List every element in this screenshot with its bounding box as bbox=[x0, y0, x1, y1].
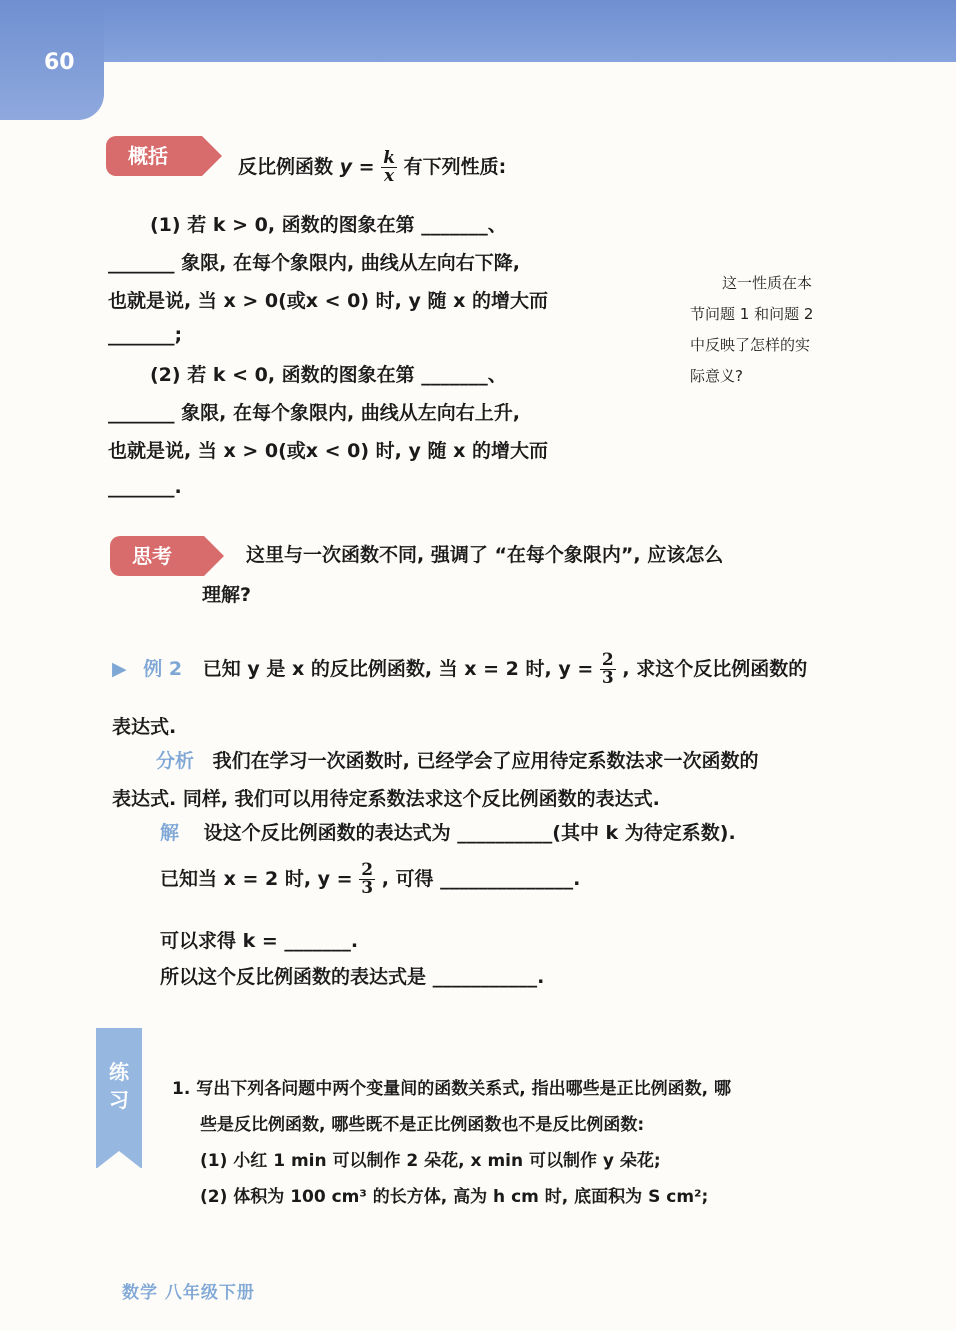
p1-line2: _______ 象限, 在每个象限内, 曲线从左向右下降, bbox=[108, 252, 520, 274]
practice-q1-line1: 1. 写出下列各问题中两个变量间的函数关系式, 指出哪些是正比例函数, 哪 bbox=[172, 1079, 731, 1099]
analysis-line2: 表达式. 同样, 我们可以用待定系数法求这个反比例函数的表达式. bbox=[112, 788, 660, 810]
p1-line4: _______; bbox=[108, 324, 183, 346]
side-note-line1: 这一性质在本 bbox=[722, 274, 813, 292]
solution-frac-num: 2 bbox=[361, 860, 374, 880]
practice-q1-item2: (2) 体积为 100 cm³ 的长方体, 高为 h cm 时, 底面积为 S cm²; bbox=[200, 1187, 709, 1207]
example-frac-num: 2 bbox=[601, 650, 614, 670]
intro-frac-den: x bbox=[384, 166, 395, 186]
practice-q1-item1: (1) 小红 1 min 可以制作 2 朵花, x min 可以制作 y 朵花; bbox=[200, 1151, 661, 1171]
solution-text2-prefix: 已知当 x = 2 时, y = bbox=[160, 868, 353, 890]
solution-line2 bbox=[160, 862, 580, 897]
p2-line3: 也就是说, 当 x > 0(或x < 0) 时, y 随 x 的增大而 bbox=[108, 440, 548, 462]
solution-line1 bbox=[160, 818, 736, 845]
example-title-line bbox=[112, 652, 807, 687]
analysis-label: 分析 bbox=[156, 750, 195, 772]
think-line2: 理解? bbox=[202, 584, 252, 606]
intro-prefix: 反比例函数 bbox=[238, 156, 334, 178]
solution-frac-den: 3 bbox=[361, 878, 374, 898]
p1-line1: (1) 若 k > 0, 函数的图象在第 _______、 bbox=[150, 214, 507, 236]
intro-y: y = bbox=[339, 156, 375, 178]
p2-line4: _______. bbox=[108, 476, 182, 498]
practice-q1-line2: 些是反比例函数, 哪些既不是正比例函数也不是反比例函数: bbox=[200, 1115, 645, 1135]
example-line2: 表达式. bbox=[112, 716, 177, 738]
solution-text2-suffix: , 可得 ______________. bbox=[381, 868, 581, 890]
example-text-suffix: , 求这个反比例函数的 bbox=[622, 658, 808, 680]
practice-label: 练习 bbox=[109, 1060, 129, 1112]
side-note-line2: 节问题 1 和问题 2 bbox=[690, 305, 814, 323]
p1-line3: 也就是说, 当 x > 0(或x < 0) 时, y 随 x 的增大而 bbox=[108, 290, 548, 312]
side-note-line3: 中反映了怎样的实 bbox=[690, 336, 811, 354]
example-marker-icon: ▶ bbox=[112, 658, 127, 680]
summary-tag: 概括 bbox=[106, 136, 202, 176]
intro-fraction bbox=[381, 150, 397, 185]
think-tag: 思考 bbox=[110, 536, 204, 576]
example-frac-den: 3 bbox=[601, 668, 614, 688]
solution-fraction bbox=[359, 862, 375, 897]
intro-frac-num: k bbox=[383, 148, 395, 168]
analysis-line1 bbox=[156, 746, 758, 773]
example-text-prefix: 已知 y 是 x 的反比例函数, 当 x = 2 时, y = bbox=[202, 658, 594, 680]
page-number: 60 bbox=[44, 50, 75, 75]
analysis-text1: 我们在学习一次函数时, 已经学会了应用待定系数法求一次函数的 bbox=[212, 750, 759, 772]
example-label: 例 2 bbox=[143, 658, 183, 680]
solution-line4: 所以这个反比例函数的表达式是 ___________. bbox=[160, 966, 545, 988]
summary-intro bbox=[238, 150, 506, 185]
solution-text1: 设这个反比例函数的表达式为 __________(其中 k 为待定系数). bbox=[203, 822, 736, 844]
intro-suffix: 有下列性质: bbox=[403, 156, 507, 178]
solution-label: 解 bbox=[160, 822, 180, 844]
p2-line1: (2) 若 k < 0, 函数的图象在第 _______、 bbox=[150, 364, 507, 386]
p2-line2: _______ 象限, 在每个象限内, 曲线从左向右上升, bbox=[108, 402, 520, 424]
example-fraction bbox=[600, 652, 616, 687]
side-note-line4: 际意义? bbox=[690, 367, 743, 385]
think-line1: 这里与一次函数不同, 强调了 “在每个象限内”, 应该怎么 bbox=[246, 544, 724, 566]
side-note bbox=[690, 268, 840, 392]
footer-book-title: 数学 八年级下册 bbox=[122, 1283, 255, 1303]
solution-line3: 可以求得 k = _______. bbox=[160, 930, 359, 952]
header-band bbox=[0, 0, 956, 62]
